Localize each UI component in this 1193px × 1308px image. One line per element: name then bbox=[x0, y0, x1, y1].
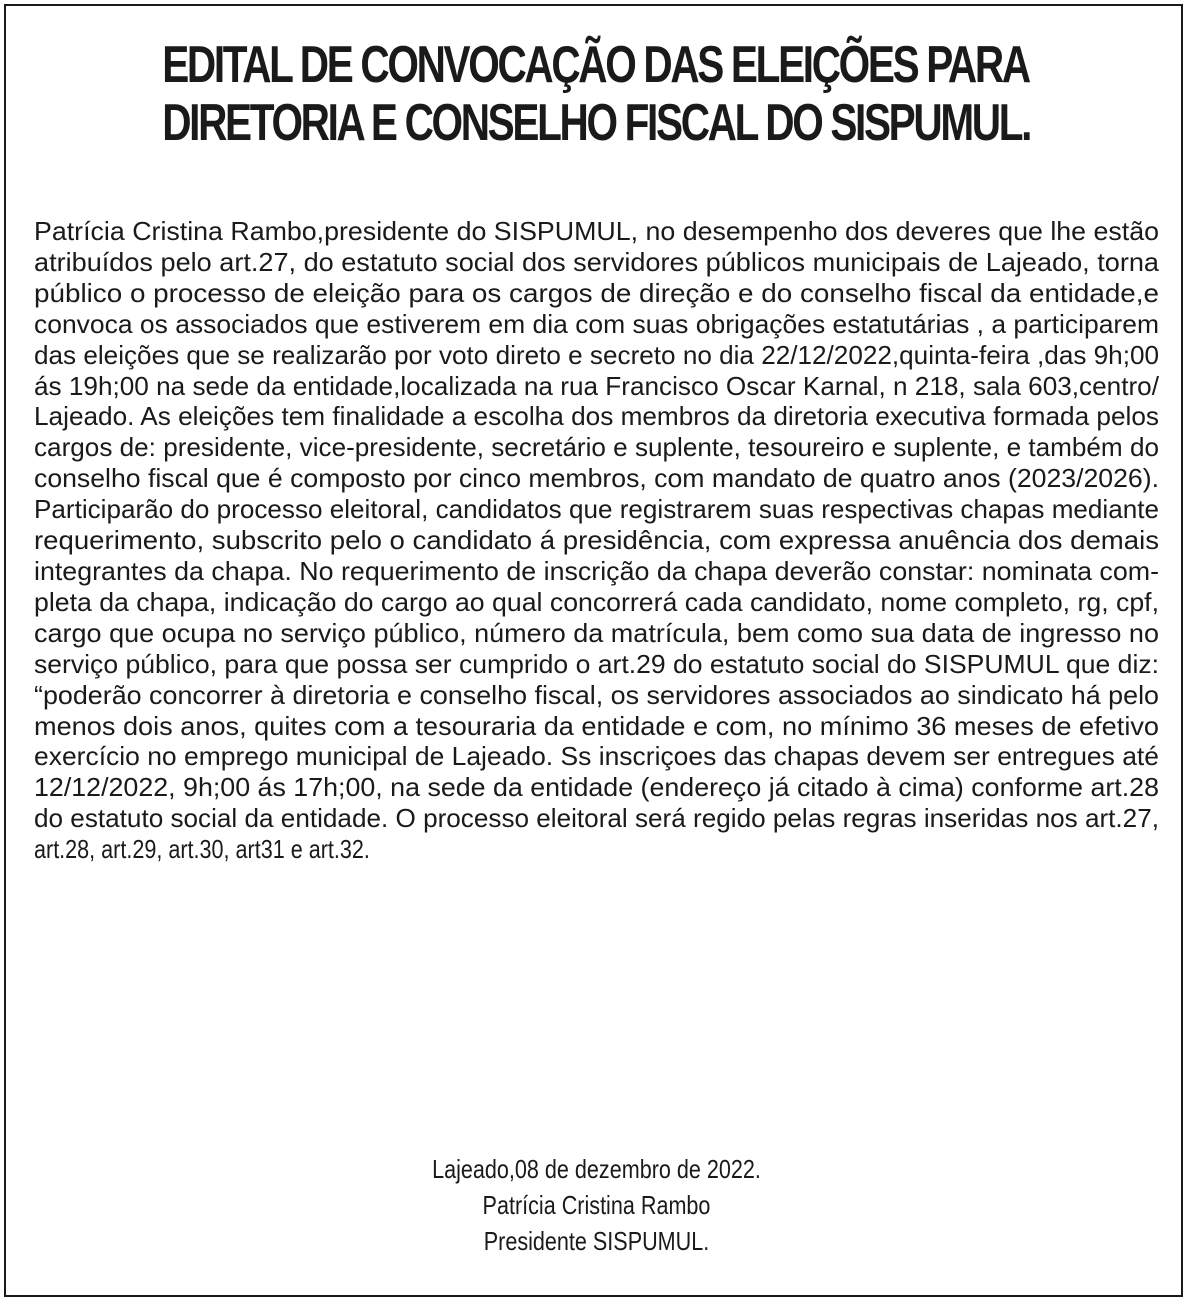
body-line: art.28, art.29, art.30, art31 e art.32. bbox=[34, 834, 370, 865]
body-line: convoca os associados que estiverem em dia com suas obrigações estatutárias , a participarem bbox=[34, 308, 1159, 339]
body-line: exercício no emprego municipal de Lajeado. Ss inscriçoes das chapas devem ser entregues até bbox=[34, 741, 1159, 772]
signatory-role: Presidente SISPUMUL. bbox=[483, 1226, 710, 1256]
body-line: integrantes da chapa. No requerimento de inscrição da chapa deverão constar: nominata com- bbox=[34, 555, 1159, 586]
signature-block bbox=[34, 1151, 1159, 1259]
body-line: conselho fiscal que é composto por cinco membros, com mandato de quatro anos (2023/2026). bbox=[34, 463, 1159, 494]
body-line: serviço público, para que possa ser cumprido o art.29 do estatuto social do SISPUMUL que diz: bbox=[34, 648, 1159, 679]
place-date: Lajeado,08 de dezembro de 2022. bbox=[432, 1154, 761, 1184]
body-line: público o processo de eleição para os cargos de direção e do conselho fiscal da entidade,e bbox=[34, 277, 1159, 308]
body-line: 12/12/2022, 9h;00 ás 17h;00, na sede da entidade (endereço já citado à cima) conforme art.28 bbox=[34, 772, 1159, 803]
body-line: atribuídos pelo art.27, do estatuto social dos servidores públicos municipais de Lajeado, torna bbox=[34, 246, 1159, 277]
title-line-2: DIRETORIA E CONSELHO FISCAL DO SISPUMUL. bbox=[162, 94, 1031, 152]
body-line: cargo que ocupa no serviço público, número da matrícula, bem como sua data de ingresso no bbox=[34, 617, 1159, 648]
body-line: cargos de: presidente, vice-presidente, secretário e suplente, tesoureiro e suplente, e também do bbox=[34, 432, 1159, 463]
body-line: requerimento, subscrito pelo o candidato á presidência, com expressa anuência dos demais bbox=[34, 525, 1159, 556]
document-title bbox=[162, 36, 1029, 152]
title-line-1: EDITAL DE CONVOCAÇÃO DAS ELEIÇÕES PARA bbox=[162, 36, 1029, 94]
signatory-name: Patrícia Cristina Rambo bbox=[482, 1190, 711, 1220]
body-line: Patrícia Cristina Rambo,presidente do SISPUMUL, no desempenho dos deveres que lhe estão bbox=[34, 216, 1159, 246]
body-line: pleta da chapa, indicação do cargo ao qual concorrerá cada candidato, nome completo, rg, cpf, bbox=[34, 586, 1159, 617]
body-line: do estatuto social da entidade. O processo eleitoral será regido pelas regras inseridas nos art.27, bbox=[34, 803, 1159, 834]
body-line: das eleições que se realizarão por voto direto e secreto no dia 22/12/2022,quinta-feira ,das 9h;00 bbox=[34, 339, 1159, 370]
body-line: Lajeado. As eleições tem finalidade a escolha dos membros da diretoria executiva formada pelos bbox=[34, 401, 1159, 432]
body-line: menos dois anos, quites com a tesouraria da entidade e com, no mínimo 36 meses de efetivo bbox=[34, 710, 1159, 741]
body-line: ás 19h;00 na sede da entidade,localizada na rua Francisco Oscar Karnal, n 218, sala 603,centro/ bbox=[34, 370, 1159, 401]
notice-body bbox=[34, 216, 1159, 865]
body-line: Participarão do processo eleitoral, candidatos que registrarem suas respectivas chapas mediante bbox=[34, 494, 1159, 525]
body-line: “poderão concorrer à diretoria e conselho fiscal, os servidores associados ao sindicato há pelo bbox=[34, 679, 1159, 710]
